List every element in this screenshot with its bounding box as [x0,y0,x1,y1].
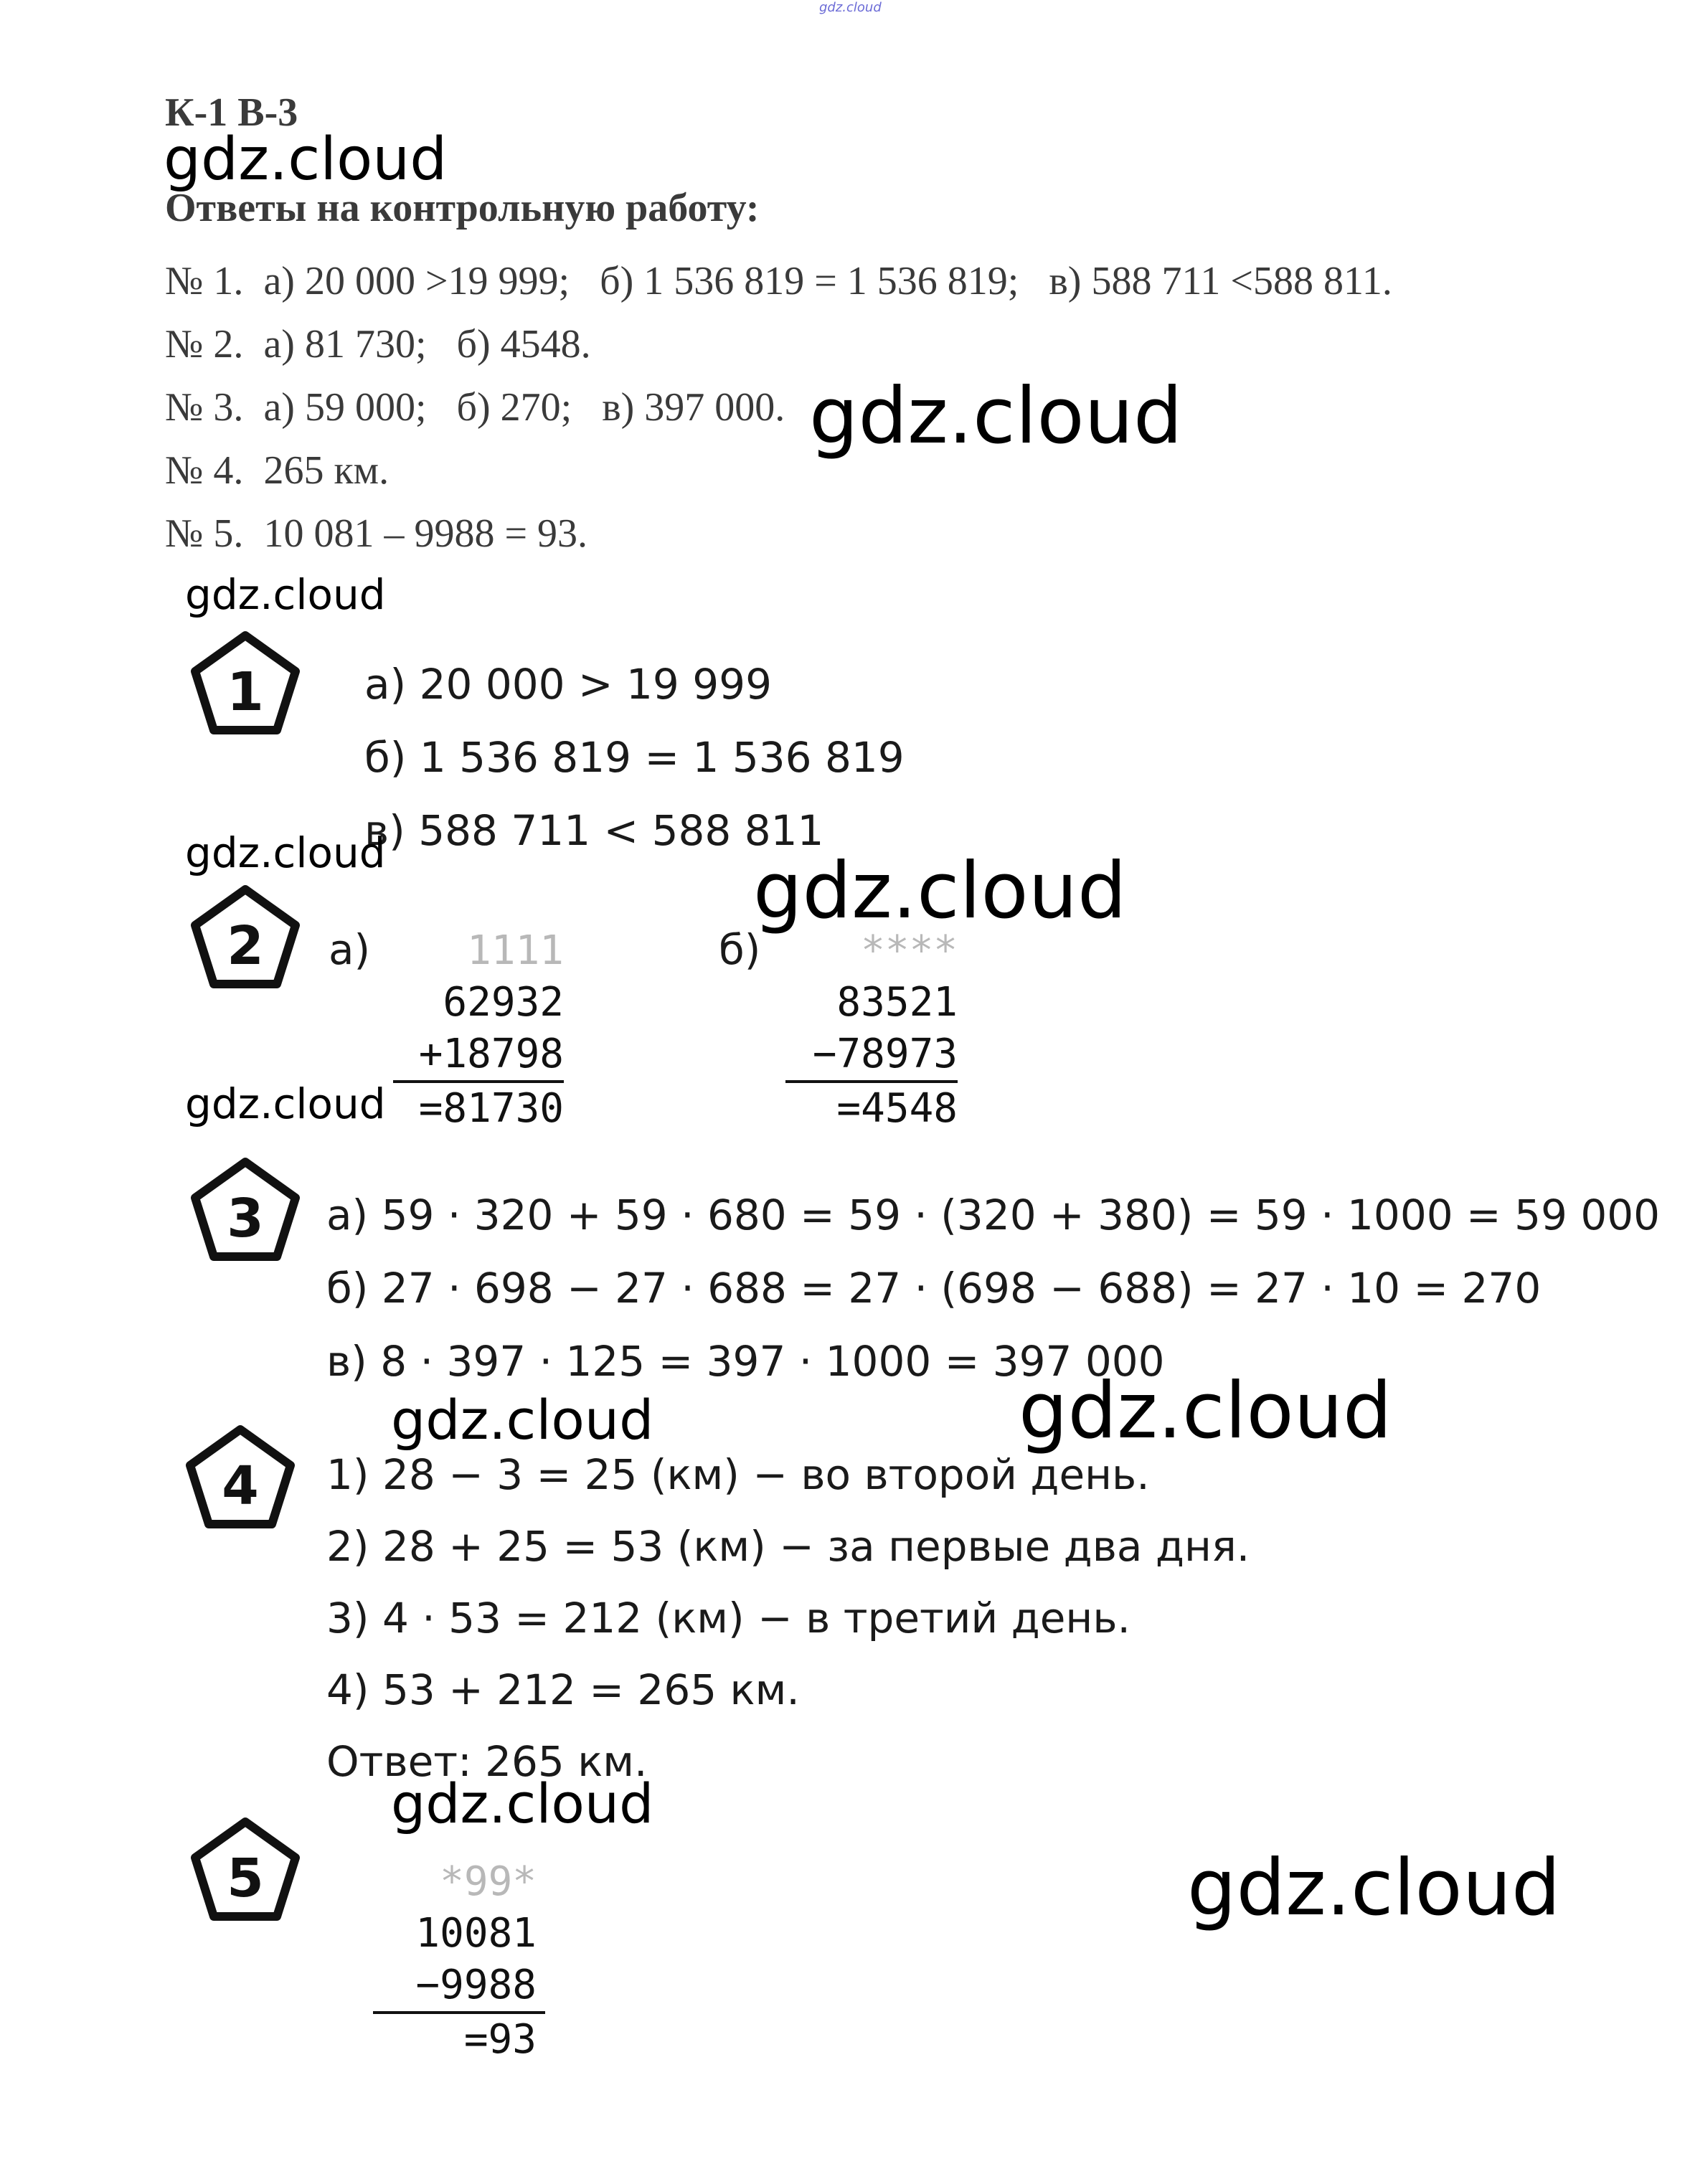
first-operand: 62932 [443,979,564,1026]
task3-line: б) 27 · 698 − 27 · 688 = 27 · (698 − 688) = 27 · 10 = 270 [326,1264,1542,1313]
task4-line: 2) 28 + 25 = 53 (км) − за первые два дня. [326,1522,1250,1571]
column-addition [393,925,564,1135]
second-operand: +18798 [418,1031,564,1077]
task1-line: б) 1 536 819 = 1 536 819 [364,733,905,782]
watermark-text: gdz.cloud [185,828,386,877]
answer-item [165,511,587,557]
pentagon-icon [188,1816,303,1924]
badge-number: 3 [227,1188,264,1249]
answer-text: 10 081 – 9988 = 93. [263,511,588,556]
watermark-text: gdz.cloud [809,372,1183,461]
task-number-badge [188,884,303,991]
carry-digits: 1111 [467,927,564,974]
task-number-badge [188,1816,303,1924]
page-title: К-1 В-3 [165,90,298,135]
task1-line: а) 20 000 > 19 999 [364,660,772,709]
pentagon-icon [188,884,303,991]
answer-number: № 5. [165,511,244,556]
watermark-text: gdz.cloud [185,1079,386,1128]
answer-text: а) 20 000 >19 999; б) 1 536 819 = 1 536 819; в) 588 711 <588 811. [263,259,1392,303]
pentagon-icon [183,1424,298,1531]
page-subtitle: Ответы на контрольную работу: [165,186,760,230]
result: =4548 [785,1080,958,1135]
second-operand: −9988 [415,1962,537,2008]
result: =93 [373,2011,545,2066]
answer-number: № 3. [165,385,244,430]
badge-number: 5 [227,1848,264,1909]
watermark-text: gdz.cloud [1187,1843,1561,1933]
answer-item [165,384,785,430]
task2-b-label: б) [719,925,761,974]
task-number-badge [183,1424,298,1531]
answer-item [165,258,1392,304]
answer-number: № 2. [165,322,244,367]
badge-number: 4 [222,1455,259,1517]
answer-item [165,321,591,367]
task4-line: 4) 53 + 212 = 265 км. [326,1665,800,1714]
pentagon-icon [188,1156,303,1264]
pentagon-icon [188,630,303,737]
watermark-text: gdz.cloud [391,1772,654,1835]
watermark-text: gdz.cloud [391,1388,654,1452]
answer-number: № 1. [165,259,244,303]
second-operand: −78973 [812,1031,958,1077]
answer-text: а) 81 730; б) 4548. [263,322,591,367]
badge-number: 2 [227,915,264,977]
result: =81730 [393,1080,564,1135]
watermark-text: gdz.cloud [185,570,386,619]
first-operand: 83521 [836,979,958,1026]
borrow-marks: **** [861,927,958,974]
task3-line: а) 59 · 320 + 59 · 680 = 59 · (320 + 380) = 59 · 1000 = 59 000 [326,1191,1661,1239]
first-operand: 10081 [415,1910,537,1957]
task-number-badge [188,630,303,737]
answer-item [165,448,389,493]
badge-number: 1 [227,661,264,723]
task3-line: в) 8 · 397 · 125 = 397 · 1000 = 397 000 [326,1337,1165,1386]
answer-text: а) 59 000; б) 270; в) 397 000. [263,385,785,430]
task2-a-label: а) [329,925,371,974]
borrow-marks: *99* [440,1858,537,1905]
watermark-text: gdz.cloud [1019,1366,1392,1456]
answer-text: 265 км. [263,448,390,493]
answer-number: № 4. [165,448,244,493]
task4-answer: Ответ: 265 км. [326,1737,648,1786]
task1-line: в) 588 711 < 588 811 [364,806,824,855]
task4-line: 3) 4 · 53 = 212 (км) − в третий день. [326,1594,1130,1642]
column-subtraction [785,925,958,1135]
task4-line: 1) 28 − 3 = 25 (км) − во второй день. [326,1450,1150,1499]
watermark-text: gdz.cloud [753,846,1127,936]
watermark-text: gdz.cloud [164,126,448,194]
task-number-badge [188,1156,303,1264]
top-watermark: gdz.cloud [819,0,882,15]
column-subtraction [373,1856,545,2066]
